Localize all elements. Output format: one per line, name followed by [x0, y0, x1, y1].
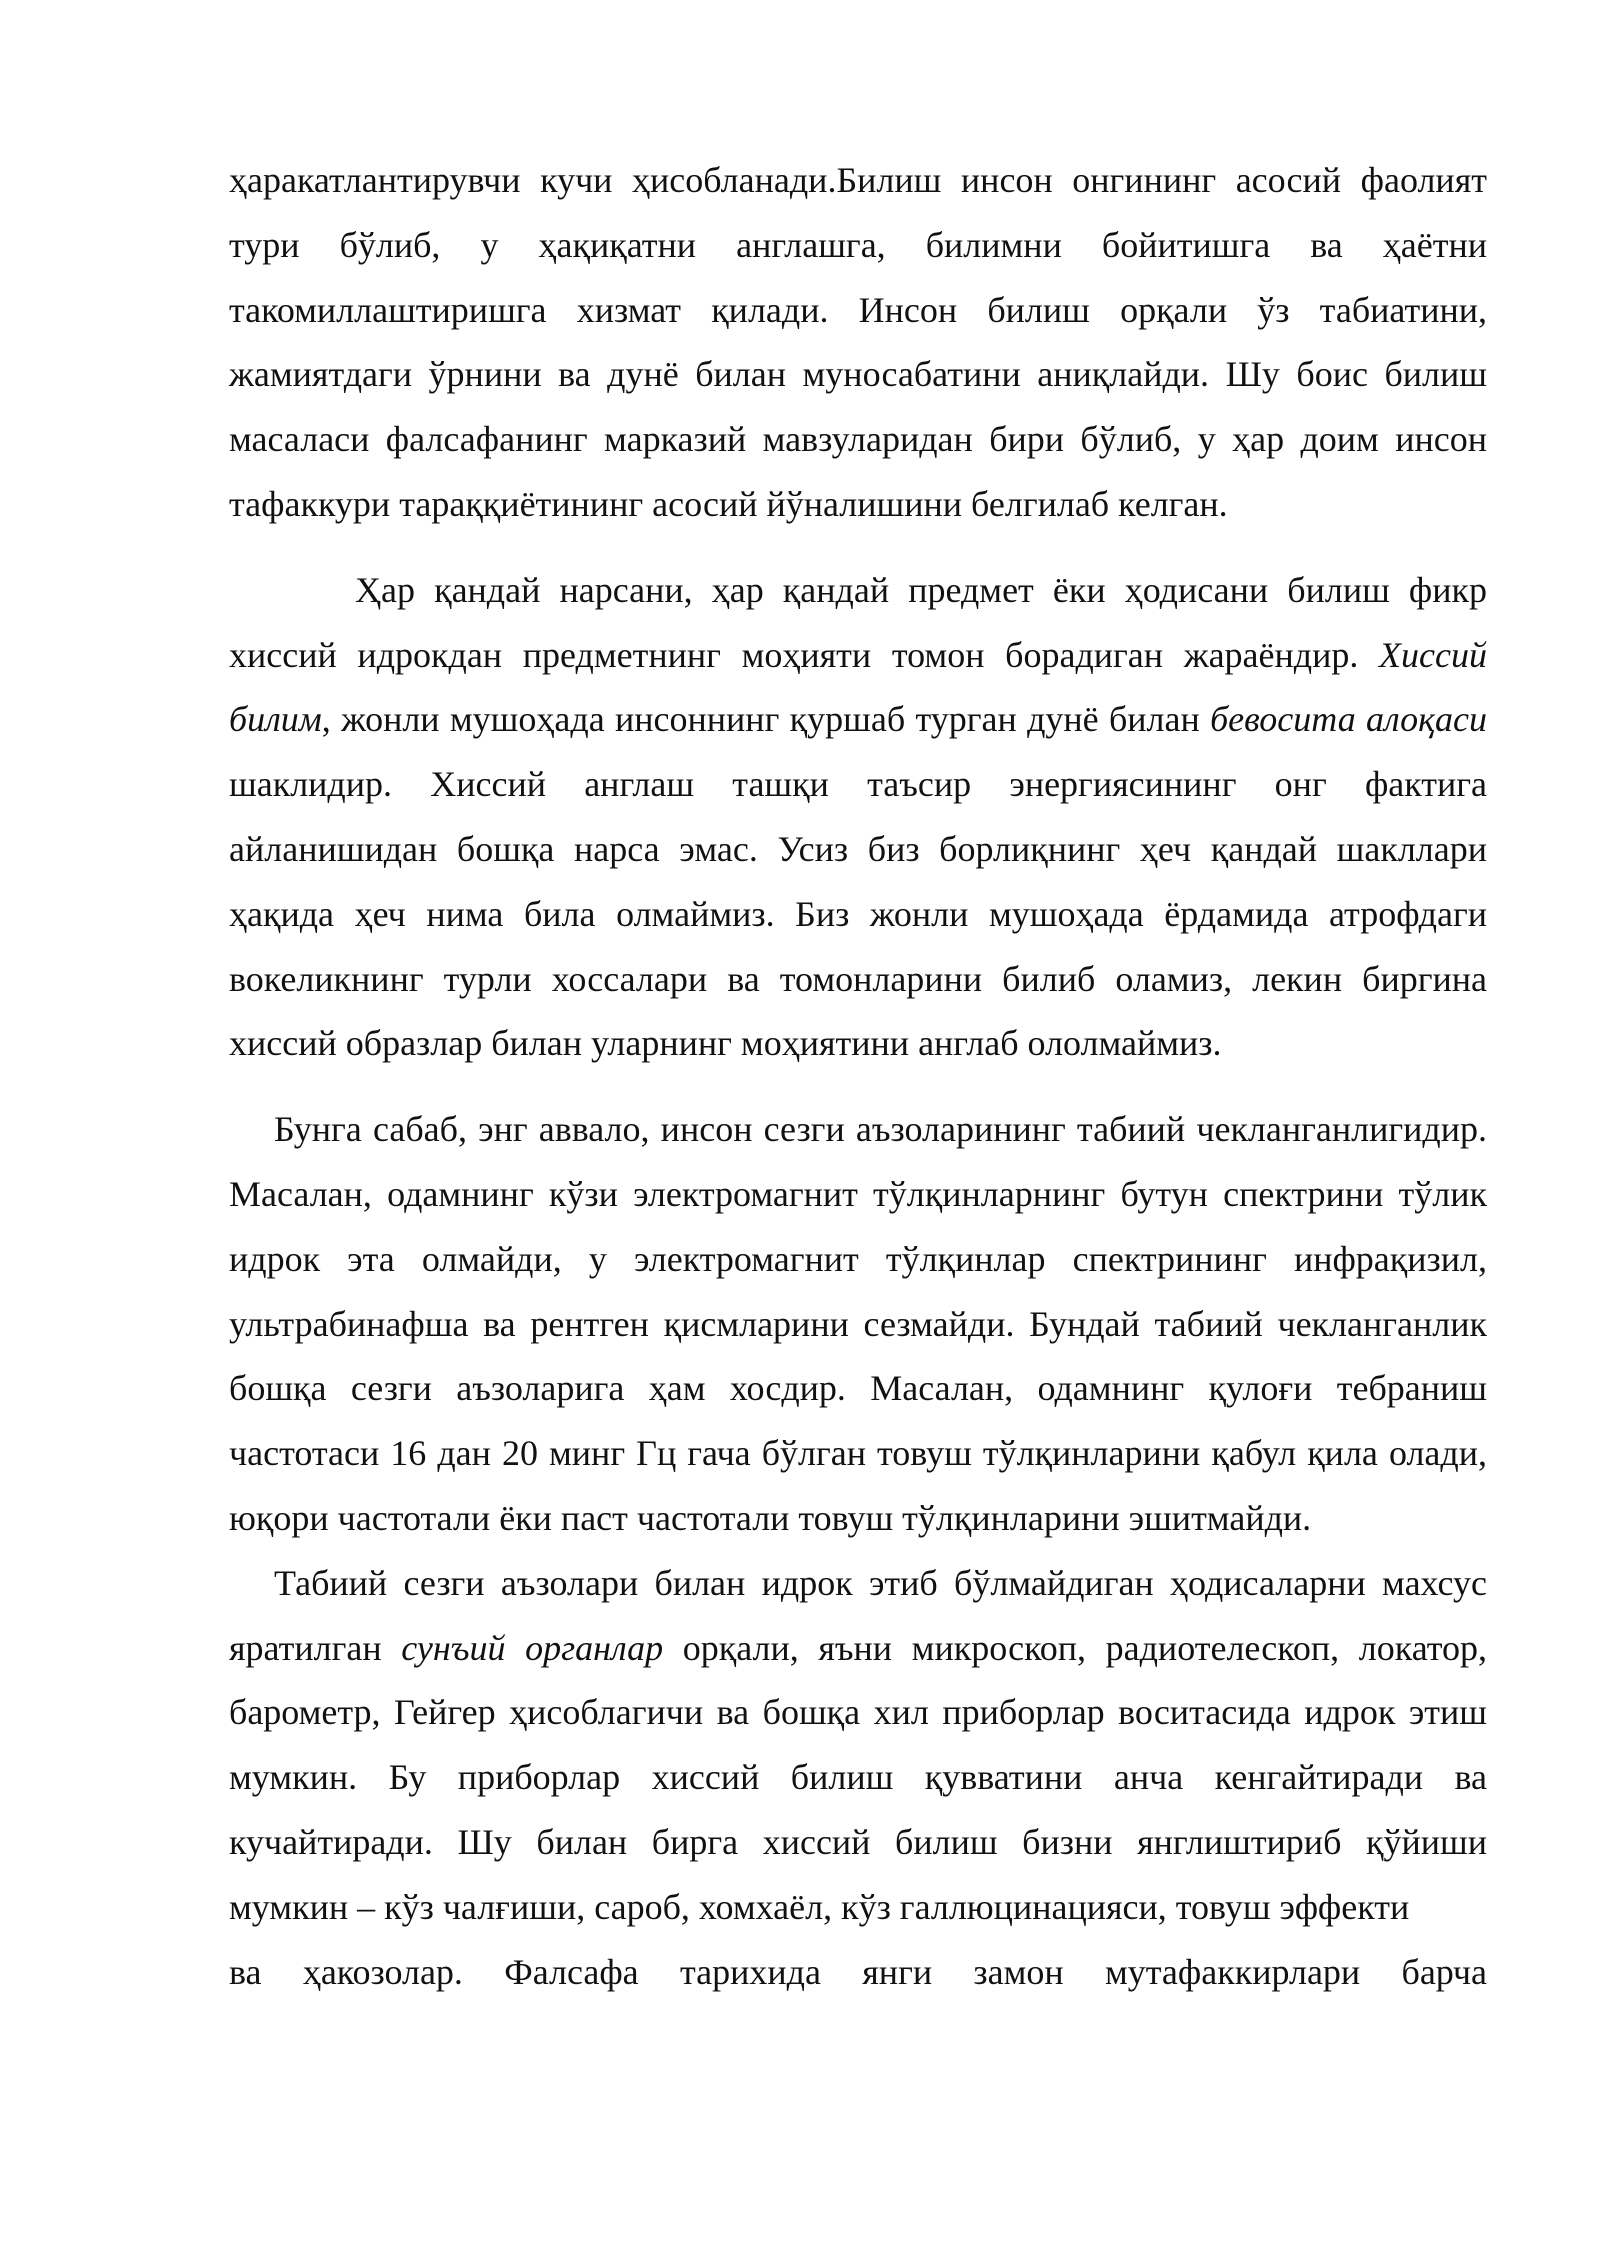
paragraph-2 [229, 558, 1487, 1076]
document-page [229, 148, 1487, 2004]
paragraph-1-text: ҳаракатлантирувчи кучи ҳисобланади.Билиш инсон онгининг асосий фаолият тури бўлиб, у ҳақиқатни англашга, билимни бойитишга ва ҳаётни такомиллаштиришга хизмат қилади. Инсон билиш орқали ўз табиатини, жамиятдаги ўрнини ва дунё билан муносабатини аниқлайди. Шу боис билиш масаласи фалсафанинг марказий мавзуларидан бири бўлиб, у ҳар доим инсон тафаккури тараққиётининг асосий йўналишини белгилаб келган. [229, 160, 1487, 524]
paragraph-2-text-2: , жонли мушоҳада инсоннинг қуршаб турган дунё билан [321, 699, 1211, 740]
paragraph-4-text-1: Табиий сезги аъзолари билан идрок этиб бўлмайдиган ҳодисаларни махсус яратилган [229, 1562, 1487, 1668]
paragraph-1 [229, 148, 1487, 537]
paragraph-4-last-line [229, 1940, 1487, 2005]
paragraph-4 [229, 1551, 1487, 1940]
paragraph-2-italic-term-2: бевосита алоқаси [1210, 699, 1487, 740]
paragraph-4-text-2: орқали, яъни микроскоп, радиотелескоп, локатор, барометр, Гейгер ҳисоблагичи ва бошқа хил приборлар воситасида идрок этиш мумкин. Бу приборлар хиссий билиш қувватини анча кенгайтиради ва кучайтиради. Шу билан бирга хиссий билиш бизни янглиштириб қўйиши мумкин – кўз чалғиши, сароб, хомхаёл, кўз галлюцинацияси, товуш эффекти [229, 1627, 1488, 1927]
paragraph-3 [229, 1097, 1487, 1551]
paragraph-2-italic-term-1: Хиссий билим [229, 634, 1487, 740]
paragraph-3-text: Бунга сабаб, энг аввало, инсон сезги аъзоларининг табиий чекланганлигидир. Масалан, одамнинг кўзи электромагнит тўлқинларнинг бутун спектрини тўлик идрок эта олмайди, у электромагнит тўлқинлар спектрининг инфрақизил, ультрабинафша ва рентген қисмларини сезмайди. Бундай табиий чекланганлик бошқа сезги аъзоларига ҳам хосдир. Масалан, одамнинг қулоғи тебраниш частотаси 16 дан 20 минг Гц гача бўлган товуш тўлқинларини қабул қила олади, юқори частотали ёки паст частотали товуш тўлқинларини эшитмайди. [229, 1109, 1487, 1538]
paragraph-2-text-3: шаклидир. Хиссий англаш ташқи таъсир энергиясининг онг фактига айланишидан бошқа нарса эмас. Усиз биз борлиқнинг ҳеч қандай шакллари ҳақида ҳеч нима била олмаймиз. Биз жонли мушоҳада ёрдамида атрофдаги вокеликнинг турли хоссалари ва томонларини билиб оламиз, лекин биргина хиссий образлар билан уларнинг моҳиятини англаб ололмаймиз. [229, 764, 1487, 1064]
paragraph-2-text-1: Ҳар қандай нарсани, ҳар қандай предмет ёки ҳодисани билиш фикр хиссий идрокдан предметнинг моҳияти томон борадиган жараёндир. [229, 569, 1487, 675]
paragraph-4-last-line-text: ва ҳакозолар. Фалсафа тарихида янги замон мутафаккирлари барча [229, 1951, 1487, 1992]
paragraph-4-italic-term: сунъий органлар [401, 1627, 664, 1668]
